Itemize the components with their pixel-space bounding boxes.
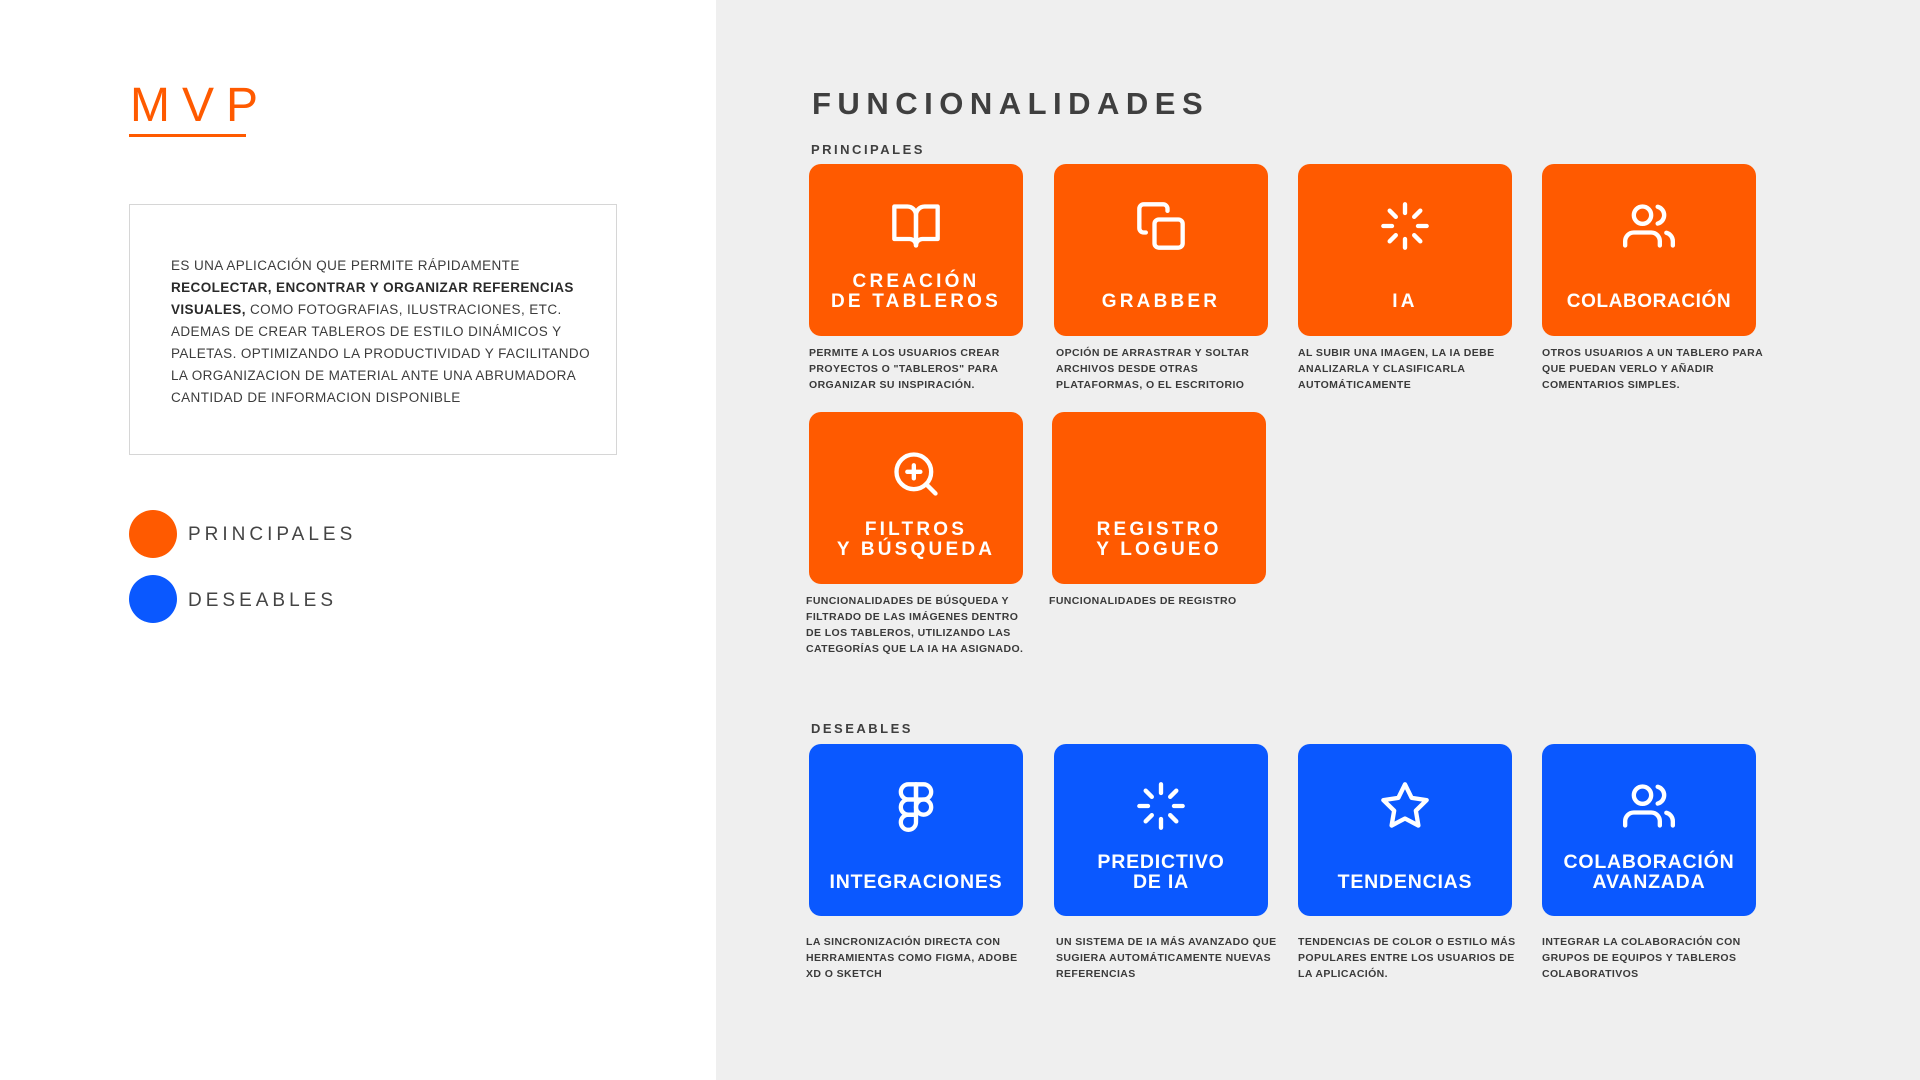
loader-icon bbox=[1135, 780, 1187, 832]
card-description-grabber: OPCIÓN DE ARRASTRAR Y SOLTAR ARCHIVOS DESDE OTRAS PLATAFORMAS, O EL ESCRITORIO bbox=[1056, 347, 1250, 391]
card-registro-logueo[interactable] bbox=[1052, 412, 1266, 584]
card-description-ia: AL SUBIR UNA IMAGEN, LA IA DEBE ANALIZARLA Y CLASIFICARLA AUTOMÁTICAMENTE bbox=[1298, 347, 1495, 391]
card-description-colaboracion-avanzada: INTEGRAR LA COLABORACIÓN CON GRUPOS DE EQUIPOS Y TABLEROS COLABORATIVOS bbox=[1542, 936, 1741, 980]
card-predictivo-ia[interactable] bbox=[1054, 744, 1268, 916]
card-label: GRABBER bbox=[1101, 291, 1221, 312]
card-label: INTEGRACIONES bbox=[829, 871, 1003, 893]
card-colaboracion-avanzada[interactable] bbox=[1542, 744, 1756, 916]
card-label: COLABORACIÓN bbox=[1566, 291, 1732, 312]
card-label: IA bbox=[1392, 291, 1418, 312]
card-label: CREACIÓN DE TABLEROS bbox=[831, 271, 1001, 312]
description-text bbox=[171, 255, 591, 409]
description-rest: COMO FOTOGRAFIAS, ILUSTRACIONES, ETC. ADEMAS DE CREAR TABLEROS DE ESTILO DINÁMICOS Y PALETAS. OPTIMIZANDO LA PRODUCTIVIDAD Y FACILITANDO LA ORGANIZACION DE MATERIAL ANTE UNA ABRUMADORA CANTIDAD DE INFORMACION DISPONIBLE bbox=[171, 302, 590, 405]
mvp-title: MVP bbox=[130, 79, 271, 132]
star-icon bbox=[1379, 780, 1431, 832]
legend-dot-deseables bbox=[129, 575, 177, 623]
card-filtros-busqueda[interactable] bbox=[809, 412, 1023, 584]
card-label: REGISTRO Y LOGUEO bbox=[1096, 519, 1222, 560]
card-label: TENDENCIAS bbox=[1337, 871, 1473, 893]
funcionalidades-title: FUNCIONALIDADES bbox=[812, 86, 1210, 121]
book-open-icon bbox=[890, 200, 942, 252]
legend-dot-principales bbox=[129, 510, 177, 558]
deseables-heading: DESEABLES bbox=[811, 721, 913, 736]
card-integraciones[interactable] bbox=[809, 744, 1023, 916]
card-colaboracion[interactable] bbox=[1542, 164, 1756, 336]
left-panel bbox=[0, 0, 716, 1080]
zoom-in-icon bbox=[890, 448, 942, 500]
card-ia[interactable] bbox=[1298, 164, 1512, 336]
card-description-filtros: FUNCIONALIDADES DE BÚSQUEDA Y FILTRADO DE LAS IMÁGENES DENTRO DE LOS TABLEROS, UTILIZANDO LAS CATEGORÍAS QUE LA IA HA ASIGNADO. bbox=[806, 595, 1024, 655]
description-highlight: RECOLECTAR, ENCONTRAR Y ORGANIZAR REFERENCIAS VISUALES, bbox=[171, 280, 574, 317]
copy-icon bbox=[1135, 200, 1187, 252]
card-label: COLABORACIÓN AVANZADA bbox=[1563, 851, 1735, 893]
card-tendencias[interactable] bbox=[1298, 744, 1512, 916]
card-description-registro: FUNCIONALIDADES DE REGISTRO bbox=[1049, 595, 1237, 607]
users-icon bbox=[1623, 780, 1675, 832]
legend-label-deseables: DESEABLES bbox=[188, 590, 337, 611]
description-intro: ES UNA APLICACIÓN QUE PERMITE RÁPIDAMENTE bbox=[171, 258, 520, 273]
card-label: FILTROS Y BÚSQUEDA bbox=[836, 519, 996, 560]
card-description-creacion: PERMITE A LOS USUARIOS CREAR PROYECTOS O "TABLEROS" PARA ORGANIZAR SU INSPIRACIÓN. bbox=[809, 347, 1000, 391]
card-description-tendencias: TENDENCIAS DE COLOR O ESTILO MÁS POPULARES ENTRE LOS USUARIOS DE LA APLICACIÓN. bbox=[1298, 936, 1516, 980]
title-underline bbox=[129, 134, 246, 137]
card-description-integraciones: LA SINCRONIZACIÓN DIRECTA CON HERRAMIENTAS COMO FIGMA, ADOBE XD O SKETCH bbox=[806, 936, 1018, 980]
card-creacion-tableros[interactable] bbox=[809, 164, 1023, 336]
principales-heading: PRINCIPALES bbox=[811, 142, 925, 157]
figma-icon bbox=[890, 780, 942, 832]
card-description-colaboracion: OTROS USUARIOS A UN TABLERO PARA QUE PUEDAN VERLO Y AÑADIR COMENTARIOS SIMPLES. bbox=[1542, 347, 1763, 391]
card-grabber[interactable] bbox=[1054, 164, 1268, 336]
card-label: PREDICTIVO DE IA bbox=[1097, 851, 1225, 893]
description-box bbox=[129, 204, 617, 455]
loader-icon bbox=[1379, 200, 1431, 252]
card-description-predictivo: UN SISTEMA DE IA MÁS AVANZADO QUE SUGIERA AUTOMÁTICAMENTE NUEVAS REFERENCIAS bbox=[1056, 936, 1277, 980]
users-icon bbox=[1623, 200, 1675, 252]
legend-label-principales: PRINCIPALES bbox=[188, 524, 357, 545]
